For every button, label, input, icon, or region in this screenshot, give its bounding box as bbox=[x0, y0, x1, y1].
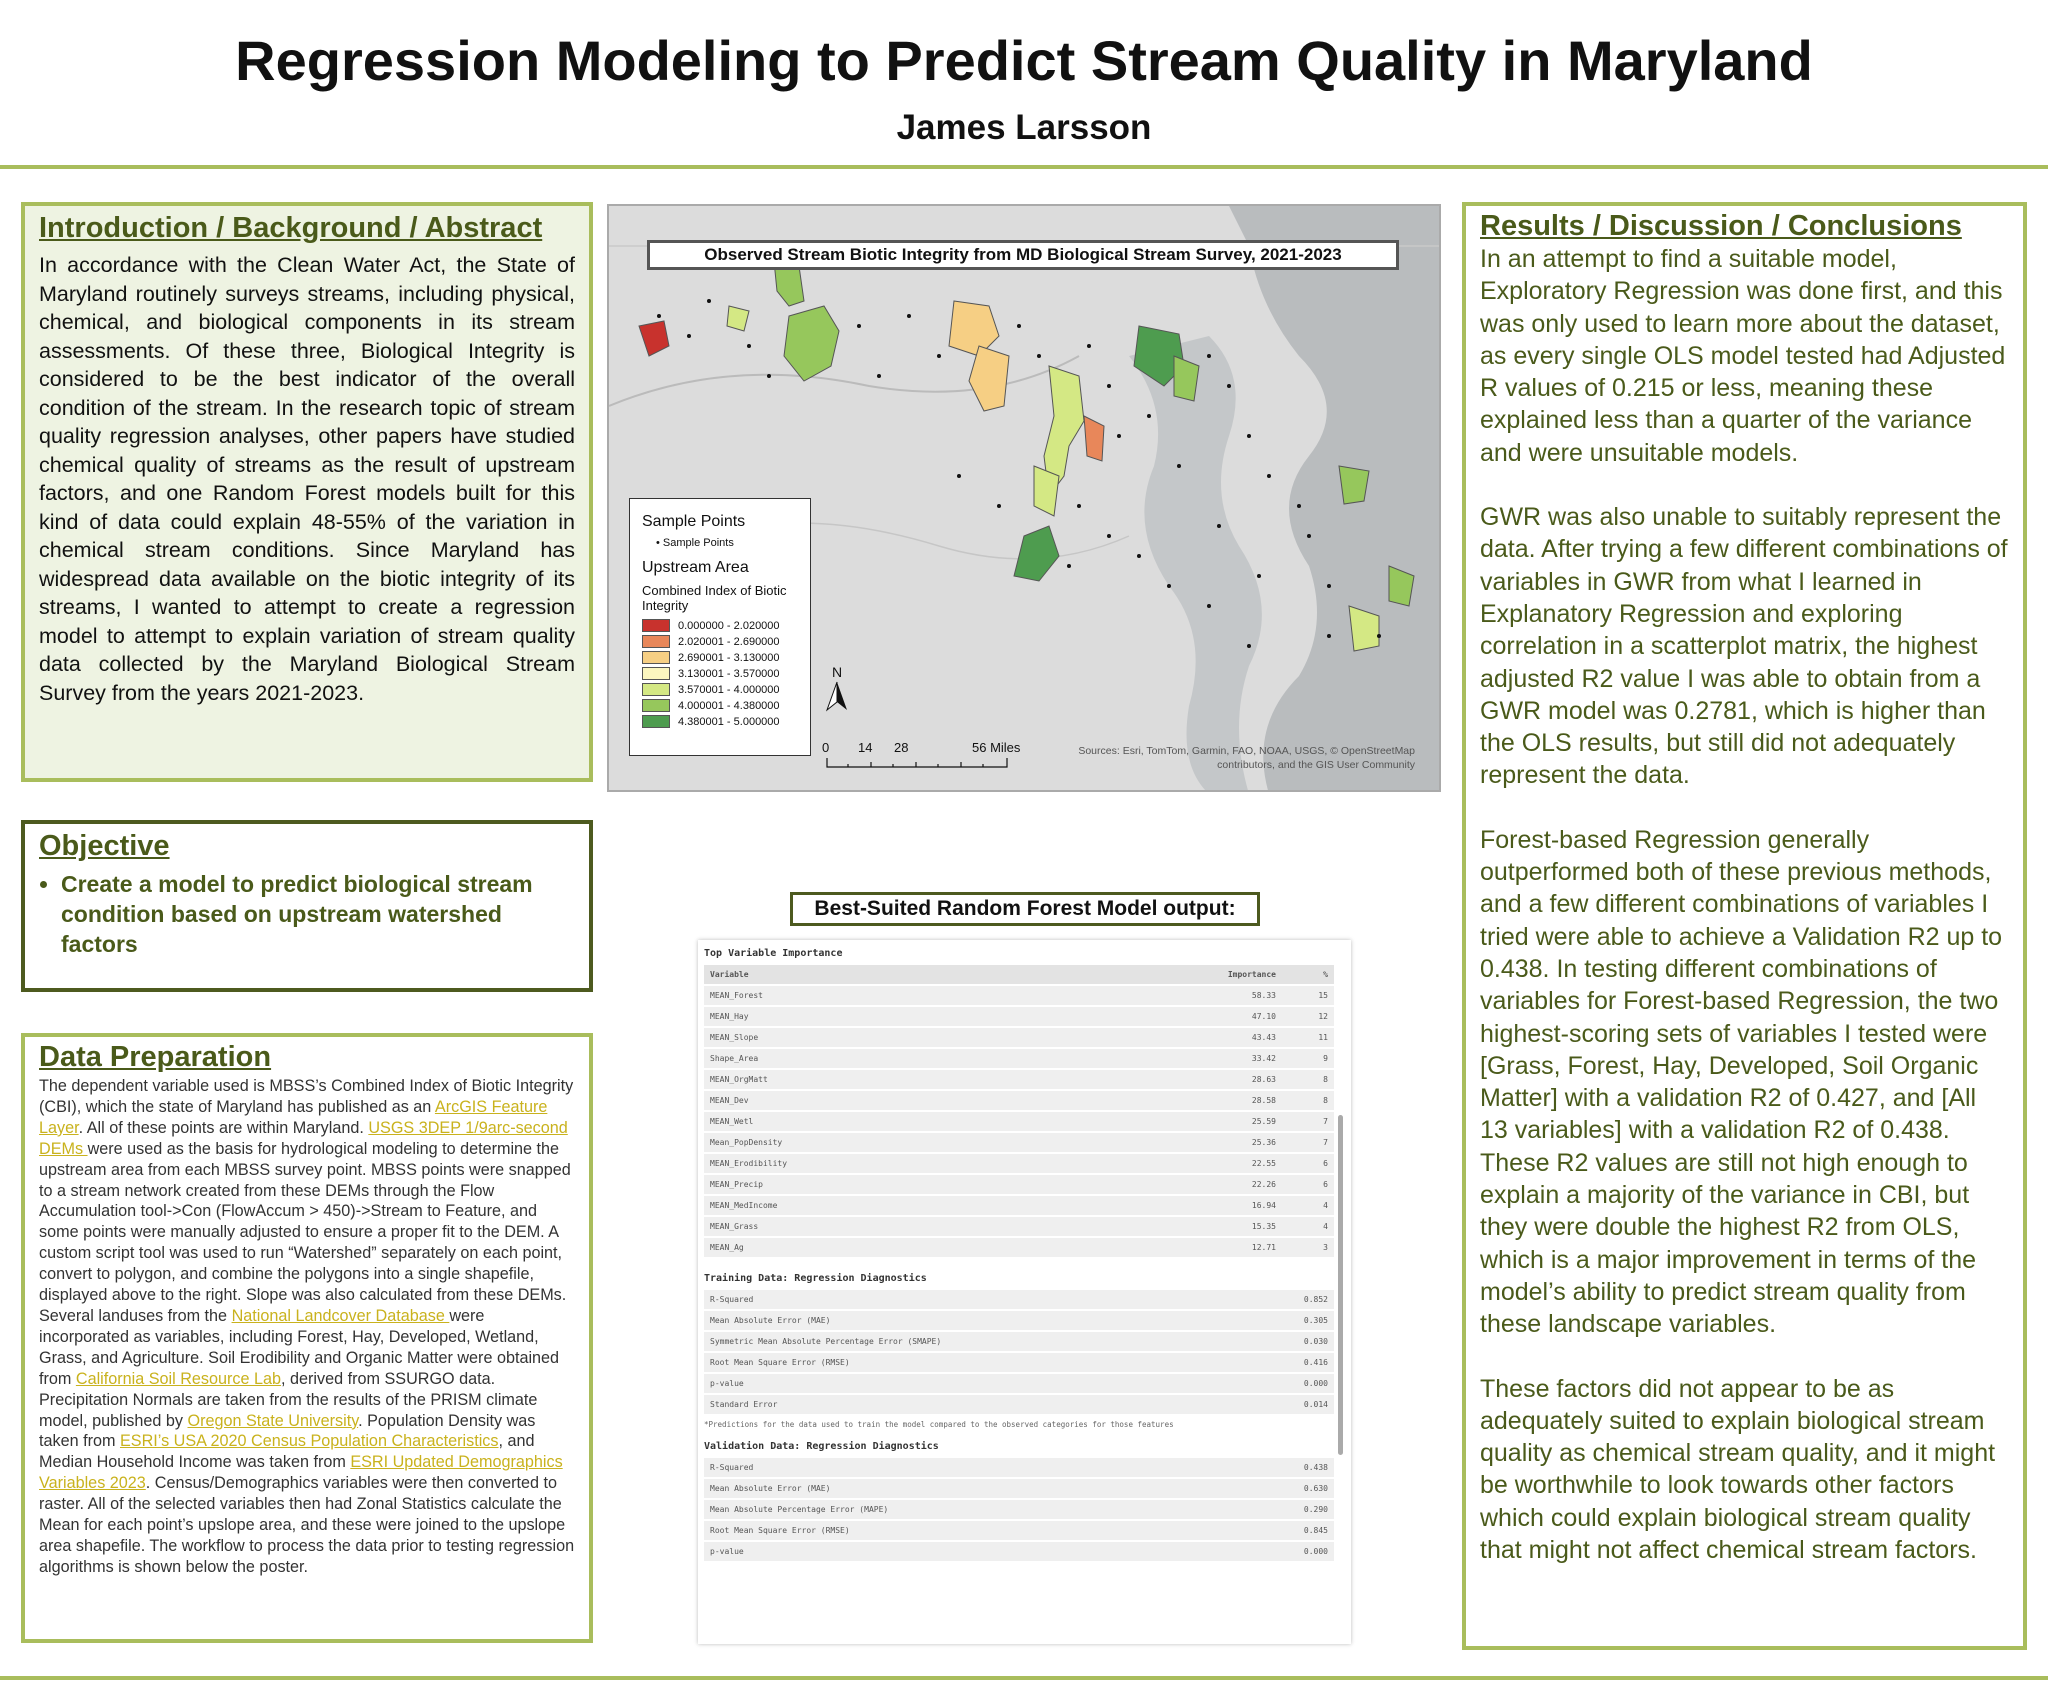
dataprep-heading: Data Preparation bbox=[39, 1041, 272, 1073]
dataprep-text-5: , derived from SSURGO data. Precipitation Normals are taken from the results of the PRISM climate model, published by bbox=[39, 1369, 538, 1430]
importance-variable: MEAN_OrgMatt bbox=[704, 1070, 1049, 1089]
legend-layer-upstream: Upstream Area bbox=[642, 559, 749, 576]
header-rule bbox=[0, 165, 2048, 169]
dataprep-text-3: were used as the basis for hydrological modeling to determine the upstream area from each MBSS survey point. MBSS points were snapped to a stream network created from these DEMs through the Flow Accumulation tool->Con (FlowAccum > 450)->Stream to Feature, and some points were manually adjusted to ensure a proper fit to the DEM. A custom script tool was used to run “Watershed” separately on each point, convert to polygon, and combine the polygons into a single shapefile, displayed above to the right. Slope was also calculated from these DEMs. Several landuses from the bbox=[39, 1139, 571, 1325]
legend-swatch bbox=[642, 715, 670, 728]
legend-class-label: 0.000000 - 2.020000 bbox=[678, 619, 780, 632]
intro-panel bbox=[21, 202, 593, 782]
legend-class-label: 2.690001 - 3.130000 bbox=[678, 651, 780, 664]
legend-class-4 bbox=[642, 683, 798, 696]
training-metric: p-value bbox=[704, 1374, 1262, 1393]
validation-table-body bbox=[704, 1458, 1334, 1561]
legend-swatch bbox=[642, 667, 670, 680]
training-value: 0.305 bbox=[1262, 1311, 1334, 1330]
importance-row bbox=[704, 1175, 1334, 1194]
importance-value: 33.42 bbox=[1049, 1049, 1282, 1068]
map-credits bbox=[1040, 744, 1415, 772]
results-para-4: These factors did not appear to be as adequately suited to explain biological stream quality as chemical stream quality, and it might be worthwhile to look towards other factors which could explain biological stream quality that might not affect chemical stream factors. bbox=[1480, 1374, 1996, 1564]
importance-header-row bbox=[704, 965, 1334, 984]
importance-value: 25.36 bbox=[1049, 1133, 1282, 1152]
validation-row bbox=[704, 1458, 1334, 1477]
training-value: 0.000 bbox=[1262, 1374, 1334, 1393]
importance-value: 58.33 bbox=[1049, 986, 1282, 1005]
legend-sample-points-item: • Sample Points bbox=[656, 537, 734, 549]
link-nlcd[interactable]: National Landcover Database bbox=[231, 1306, 450, 1325]
link-arcgis-feature-layer[interactable]: ArcGIS Feature Layer bbox=[39, 1097, 548, 1137]
training-value: 0.852 bbox=[1262, 1290, 1334, 1309]
scale-14: 14 bbox=[858, 740, 873, 755]
training-metric: Symmetric Mean Absolute Percentage Error (SMAPE) bbox=[704, 1332, 1262, 1351]
legend-class-1 bbox=[642, 635, 798, 648]
importance-variable: MEAN_Wetl bbox=[704, 1112, 1049, 1131]
importance-percent: 4 bbox=[1282, 1196, 1334, 1215]
training-value: 0.030 bbox=[1262, 1332, 1334, 1351]
legend-class-label: 4.380001 - 5.000000 bbox=[678, 715, 780, 728]
importance-row bbox=[704, 1049, 1334, 1068]
map-credits-line2: contributors, and the GIS User Community bbox=[1217, 759, 1415, 771]
link-oregon-state[interactable]: Oregon State University bbox=[187, 1411, 359, 1430]
scale-bar-graphic bbox=[826, 757, 1036, 771]
legend-layer-points: Sample Points bbox=[642, 513, 746, 530]
scale-bar bbox=[822, 740, 1032, 770]
importance-variable: MEAN_Dev bbox=[704, 1091, 1049, 1110]
importance-value: 12.71 bbox=[1049, 1238, 1282, 1257]
importance-value: 25.59 bbox=[1049, 1112, 1282, 1131]
objective-heading: Objective bbox=[39, 830, 170, 862]
importance-percent: 12 bbox=[1282, 1007, 1334, 1026]
training-table bbox=[704, 1288, 1334, 1416]
importance-value: 16.94 bbox=[1049, 1196, 1282, 1215]
legend-swatch bbox=[642, 635, 670, 648]
importance-row bbox=[704, 1238, 1334, 1257]
legend-swatch bbox=[642, 699, 670, 712]
importance-value: 28.63 bbox=[1049, 1070, 1282, 1089]
training-heading: Training Data: Regression Diagnostics bbox=[704, 1273, 927, 1284]
importance-percent: 4 bbox=[1282, 1217, 1334, 1236]
rf-output-title: Best-Suited Random Forest Model output: bbox=[790, 892, 1260, 926]
validation-metric: Root Mean Square Error (RMSE) bbox=[704, 1521, 1262, 1540]
dataprep-text bbox=[39, 1076, 575, 1578]
results-para-3: Forest-based Regression generally outperformed both of these previous methods, and a few different combinations of variables I tried were able to achieve a Validation R2 up to 0.438. In testing different combinations of variables for Forest-based Regression, the two highest-scoring sets of variables I tested were [Grass, Forest, Hay, Developed, Soil Organic Matter] with a validation R2 of 0.427, and [All 13 variables] with a validation R2 of 0.438. These R2 values are still not high enough to explain a majority of the variance in CBI, but they were double the highest R2 from OLS, which is a major improvement in terms of the model’s ability to predict stream quality from these landscape variables. bbox=[1480, 825, 2003, 1339]
results-para-2: GWR was also unable to suitably represent the data. After trying a few different combinations of variables in GWR from what I learned in Explanatory Regression and exploring correlation in a scatterplot matrix, the highest adjusted R2 value I was able to obtain from a GWR model was 0.2781, which is higher than the OLS results, but still did not adequately represent the data. bbox=[1480, 503, 2008, 790]
intro-heading: Introduction / Background / Abstract bbox=[39, 212, 543, 244]
dataprep-text-8: . Census/Demographics variables were then converted to raster. All of the selected variables then had Zonal Statistics calculate the Mean for each point’s upslope area, and these were joined to the upslope area shapefile. The workflow to process the data prior to testing regression algorithms is shown below the poster. bbox=[39, 1474, 575, 1576]
training-value: 0.014 bbox=[1262, 1395, 1334, 1414]
importance-variable: MEAN_Precip bbox=[704, 1175, 1049, 1194]
importance-variable: MEAN_Slope bbox=[704, 1028, 1049, 1047]
validation-metric: Mean Absolute Percentage Error (MAPE) bbox=[704, 1500, 1262, 1519]
importance-variable: MEAN_Hay bbox=[704, 1007, 1049, 1026]
legend-class-label: 4.000001 - 4.380000 bbox=[678, 699, 780, 712]
importance-value: 43.43 bbox=[1049, 1028, 1282, 1047]
training-metric: R-Squared bbox=[704, 1290, 1262, 1309]
map-legend bbox=[629, 498, 811, 756]
link-california-soil[interactable]: California Soil Resource Lab bbox=[75, 1369, 282, 1388]
importance-table bbox=[704, 963, 1334, 1259]
importance-variable: MEAN_Grass bbox=[704, 1217, 1049, 1236]
legend-classes bbox=[642, 619, 798, 728]
validation-metric: R-Squared bbox=[704, 1458, 1262, 1477]
north-arrow-icon bbox=[822, 680, 852, 712]
importance-row bbox=[704, 1217, 1334, 1236]
dataprep-text-1: The dependent variable used is MBSS’s Combined Index of Biotic Integrity (CBI), which the state of Maryland has published as an bbox=[39, 1077, 574, 1116]
training-note: *Predictions for the data used to train the model compared to the observed categories for those features bbox=[704, 1420, 1174, 1429]
importance-value: 47.10 bbox=[1049, 1007, 1282, 1026]
importance-row bbox=[704, 1070, 1334, 1089]
validation-value: 0.438 bbox=[1262, 1458, 1334, 1477]
validation-value: 0.290 bbox=[1262, 1500, 1334, 1519]
importance-variable: Mean_PopDensity bbox=[704, 1133, 1049, 1152]
col-importance: Importance bbox=[1049, 965, 1282, 984]
scale-56: 56 Miles bbox=[972, 740, 1021, 755]
legend-class-3 bbox=[642, 667, 798, 680]
results-para-1: In an attempt to find a suitable model, Exploratory Regression was done first, and this was only used to learn more about the dataset, as every single OLS model tested had Adjusted R values of 0.215 or less, meaning these explained less than a quarter of the variance and were unsuitable models. bbox=[1480, 245, 2006, 467]
validation-metric: p-value bbox=[704, 1542, 1262, 1561]
training-row bbox=[704, 1290, 1334, 1309]
legend-swatch bbox=[642, 619, 670, 632]
training-metric: Root Mean Square Error (RMSE) bbox=[704, 1353, 1262, 1372]
north-label: N bbox=[831, 664, 843, 680]
importance-variable: MEAN_Ag bbox=[704, 1238, 1049, 1257]
map-credits-line1: Sources: Esri, TomTom, Garmin, FAO, NOAA, USGS, © OpenStreetMap bbox=[1078, 745, 1415, 757]
dataprep-text-2: . All of these points are within Maryland. bbox=[78, 1118, 369, 1137]
objective-panel bbox=[21, 820, 593, 992]
legend-sample-points-label: Sample Points bbox=[662, 537, 734, 549]
legend-class-5 bbox=[642, 699, 798, 712]
validation-row bbox=[704, 1479, 1334, 1498]
importance-row bbox=[704, 1028, 1334, 1047]
validation-row bbox=[704, 1542, 1334, 1561]
training-metric: Standard Error bbox=[704, 1395, 1262, 1414]
objective-item: • Create a model to predict biological stream condition based on upstream watershed factors bbox=[61, 869, 575, 959]
training-row bbox=[704, 1332, 1334, 1351]
validation-value: 0.000 bbox=[1262, 1542, 1334, 1561]
poster-author: James Larsson bbox=[896, 108, 1152, 147]
legend-class-label: 3.570001 - 4.000000 bbox=[678, 683, 780, 696]
importance-percent: 8 bbox=[1282, 1091, 1334, 1110]
importance-percent: 7 bbox=[1282, 1112, 1334, 1131]
validation-table bbox=[704, 1456, 1334, 1563]
importance-percent: 9 bbox=[1282, 1049, 1334, 1068]
importance-row bbox=[704, 1154, 1334, 1173]
legend-swatch bbox=[642, 683, 670, 696]
importance-value: 15.35 bbox=[1049, 1217, 1282, 1236]
importance-percent: 15 bbox=[1282, 986, 1334, 1005]
map-title: Observed Stream Biotic Integrity from MD Biological Stream Survey, 2021-2023 bbox=[647, 240, 1399, 270]
importance-percent: 11 bbox=[1282, 1028, 1334, 1047]
link-usgs-dems[interactable]: USGS 3DEP 1/9arc-second DEMs bbox=[39, 1118, 568, 1158]
north-arrow bbox=[822, 664, 852, 715]
poster-title: Regression Modeling to Predict Stream Quality in Maryland bbox=[235, 29, 1813, 92]
rf-scrollbar[interactable] bbox=[1338, 1115, 1343, 1455]
validation-value: 0.630 bbox=[1262, 1479, 1334, 1498]
importance-row bbox=[704, 1112, 1334, 1131]
importance-row bbox=[704, 1196, 1334, 1215]
legend-swatch bbox=[642, 651, 670, 664]
col-variable: Variable bbox=[704, 965, 1049, 984]
scale-28: 28 bbox=[894, 740, 909, 755]
legend-class-0 bbox=[642, 619, 798, 632]
legend-field: Combined Index of Biotic Integrity bbox=[642, 583, 787, 613]
training-row bbox=[704, 1395, 1334, 1414]
importance-percent: 7 bbox=[1282, 1133, 1334, 1152]
results-heading: Results / Discussion / Conclusions bbox=[1480, 210, 1962, 242]
scale-0: 0 bbox=[822, 740, 830, 755]
validation-heading: Validation Data: Regression Diagnostics bbox=[704, 1441, 939, 1452]
importance-variable: MEAN_Erodibility bbox=[704, 1154, 1049, 1173]
results-panel bbox=[1462, 202, 2027, 1650]
importance-variable: Shape_Area bbox=[704, 1049, 1049, 1068]
data-preparation-panel bbox=[21, 1033, 593, 1643]
importance-row bbox=[704, 986, 1334, 1005]
validation-metric: Mean Absolute Error (MAE) bbox=[704, 1479, 1262, 1498]
objective-list bbox=[39, 869, 575, 959]
col-percent: % bbox=[1282, 965, 1334, 984]
importance-row bbox=[704, 1091, 1334, 1110]
dataprep-text-6: . Population Density was taken from bbox=[39, 1411, 536, 1451]
footer-rule bbox=[0, 1676, 2048, 1680]
importance-percent: 3 bbox=[1282, 1238, 1334, 1257]
importance-row bbox=[704, 1133, 1334, 1152]
rf-output-panel bbox=[698, 940, 1351, 1644]
importance-table-body bbox=[704, 965, 1334, 1257]
validation-row bbox=[704, 1521, 1334, 1540]
link-esri-demographics[interactable]: ESRI Updated Demographics Variables 2023 bbox=[39, 1453, 563, 1493]
validation-row bbox=[704, 1500, 1334, 1519]
link-esri-census[interactable]: ESRI’s USA 2020 Census Population Characteristics bbox=[119, 1432, 499, 1451]
importance-variable: MEAN_Forest bbox=[704, 986, 1049, 1005]
importance-row bbox=[704, 1007, 1334, 1026]
importance-variable: MEAN_MedIncome bbox=[704, 1196, 1049, 1215]
legend-class-label: 2.020001 - 2.690000 bbox=[678, 635, 780, 648]
training-value: 0.416 bbox=[1262, 1353, 1334, 1372]
legend-class-6 bbox=[642, 715, 798, 728]
importance-value: 22.26 bbox=[1049, 1175, 1282, 1194]
importance-value: 28.58 bbox=[1049, 1091, 1282, 1110]
importance-heading: Top Variable Importance bbox=[704, 948, 843, 959]
training-row bbox=[704, 1353, 1334, 1372]
training-row bbox=[704, 1311, 1334, 1330]
dataprep-text-7: , and Median Household Income was taken from bbox=[39, 1432, 535, 1472]
training-metric: Mean Absolute Error (MAE) bbox=[704, 1311, 1262, 1330]
importance-percent: 8 bbox=[1282, 1070, 1334, 1089]
importance-percent: 6 bbox=[1282, 1154, 1334, 1173]
importance-value: 22.55 bbox=[1049, 1154, 1282, 1173]
validation-value: 0.845 bbox=[1262, 1521, 1334, 1540]
legend-class-label: 3.130001 - 3.570000 bbox=[678, 667, 780, 680]
importance-percent: 6 bbox=[1282, 1175, 1334, 1194]
dataprep-text-4: were incorporated as variables, including Forest, Hay, Developed, Wetland, Grass, and Agriculture. Soil Erodibility and Organic Matter were obtained from bbox=[39, 1306, 560, 1388]
training-table-body bbox=[704, 1290, 1334, 1414]
intro-text: In accordance with the Clean Water Act, the State of Maryland routinely surveys streams, including physical, chemical, and biological components in its stream assessments. Of these three, Biological Integrity is considered to be the best indicator of the overall condition of the stream. In the research topic of stream quality regression analyses, other papers have studied chemical quality of streams as the result of upstream factors, and one Random Forest models built for this kind of data could explain 48-55% of the variation in chemical stream conditions. Since Maryland has widespread data available on the biotic integrity of its streams, I wanted to attempt to create a regression model to attempt to explain variation of stream quality data collected by the Maryland Biological Stream Survey from the years 2021-2023. bbox=[39, 253, 575, 705]
training-row bbox=[704, 1374, 1334, 1393]
legend-class-2 bbox=[642, 651, 798, 664]
